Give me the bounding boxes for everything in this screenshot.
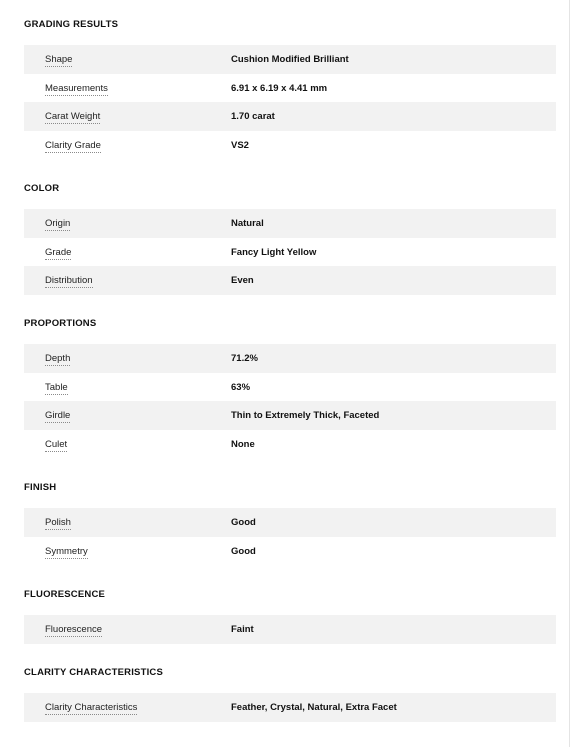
table-row [24,209,556,238]
section-rows [24,209,556,295]
row-label[interactable]: Depth [45,352,71,364]
row-value: Cushion Modified Brilliant [231,53,349,65]
scrollbar-edge [569,0,570,747]
row-label[interactable]: Culet [45,438,68,450]
row-value: VS2 [231,139,249,151]
section-title: PROPORTIONS [24,318,97,329]
table-row [24,266,556,295]
row-value: Faint [231,623,254,635]
table-row [24,508,556,537]
section-grading-results [24,18,556,160]
row-label[interactable]: Origin [45,217,71,229]
table-row [24,430,556,459]
section-title: GRADING RESULTS [24,19,119,30]
row-label[interactable]: Clarity Characteristics [45,701,138,713]
section-title: FLUORESCENCE [24,589,106,600]
table-row [24,693,556,722]
row-value: Feather, Crystal, Natural, Extra Facet [231,701,397,713]
table-row [24,373,556,402]
section-clarity-characteristics [24,666,556,722]
row-label[interactable]: Measurements [45,82,108,94]
table-row [24,344,556,373]
row-label[interactable]: Clarity Grade [45,139,101,151]
table-row [24,401,556,430]
row-value: 6.91 x 6.19 x 4.41 mm [231,82,328,94]
row-value: Fancy Light Yellow [231,246,317,258]
table-row [24,537,556,566]
row-value: Natural [231,217,264,229]
row-label[interactable]: Fluorescence [45,623,103,635]
section-title: FINISH [24,482,57,493]
row-value: None [231,438,255,450]
table-row [24,102,556,131]
table-row [24,615,556,644]
section-finish [24,481,556,565]
row-label[interactable]: Table [45,381,68,393]
row-value: Good [231,545,256,557]
section-rows [24,508,556,565]
row-label[interactable]: Polish [45,516,71,528]
section-title: COLOR [24,183,60,194]
row-label[interactable]: Shape [45,53,73,65]
section-title: CLARITY CHARACTERISTICS [24,667,164,678]
row-value: Even [231,275,254,287]
section-rows [24,615,556,644]
section-proportions [24,317,556,459]
table-row [24,45,556,74]
row-label[interactable]: Symmetry [45,545,88,557]
row-value: 71.2% [231,352,258,364]
row-label[interactable]: Distribution [45,275,93,287]
section-fluorescence [24,588,556,644]
section-rows [24,45,556,160]
section-color [24,182,556,295]
table-row [24,238,556,267]
row-value: 63% [231,381,251,393]
section-rows [24,693,556,722]
row-value: 1.70 carat [231,111,275,123]
section-rows [24,344,556,459]
row-value: Good [231,516,256,528]
table-row [24,74,556,103]
row-label[interactable]: Grade [45,246,72,258]
row-value: Thin to Extremely Thick, Faceted [231,410,380,422]
row-label[interactable]: Girdle [45,410,71,422]
table-row [24,131,556,160]
row-label[interactable]: Carat Weight [45,111,101,123]
